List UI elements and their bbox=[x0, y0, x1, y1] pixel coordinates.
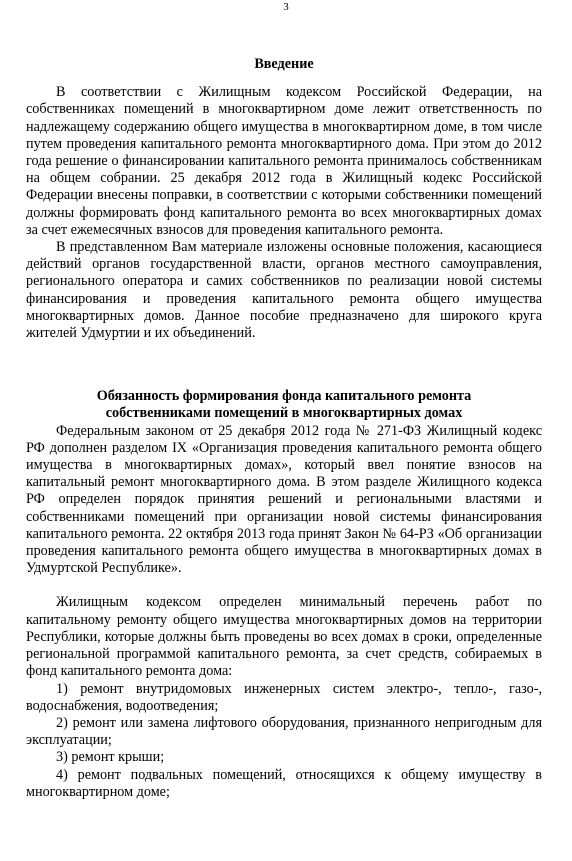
list-item: 3) ремонт крыши; bbox=[56, 749, 165, 766]
section-paragraph-1: Федеральным законом от 25 декабря 2012 года № 271-ФЗ Жилищный кодекс РФ дополнен разделом IX «Организация проведения капитального ремонта общего имущества в многоквартирных домах», который ввел понятие взносов на капитальный ремонт многоквартирного дома. В этом разделе Жилищного кодекса РФ определен порядок принятия решений и региональными властями и собственниками помещений при организации новой системы финансирования капитального ремонта. 22 октября 2013 года принят Закон № 64-РЗ «Об организации проведения капитального ремонта общего имущества в многоквартирных домах в Удмуртской Республике». bbox=[26, 422, 542, 577]
list-item: 2) ремонт или замена лифтового оборудования, признанного непригодным для эксплуатации; bbox=[26, 714, 542, 749]
intro-heading: Введение bbox=[254, 56, 314, 72]
section-paragraph-2: Жилищным кодексом определен минимальный перечень работ по капитальному ремонту общего имущества многоквартирных домов на территории Республики, которые должны быть проведены во всех домах в сроки, определенные региональной программой капитального ремонта, за счет средств, собираемых в фонд капитального ремонта дома: bbox=[26, 594, 542, 680]
page-number: 3 bbox=[283, 1, 289, 13]
intro-paragraph-2: В представленном Вам материале изложены основные положения, касающиеся действий органов государственной власти, органов местного самоуправления, регионального оператора и самих собственников по реализации новой системы финансирования и проведения капитального ремонта общего имущества многоквартирных домов. Данное пособие предназначено для широкого круга жителей Удмуртии и их объединений. bbox=[26, 239, 542, 342]
intro-paragraph-1: В соответствии с Жилищным кодексом Российской Федерации, на собственниках помещений в многоквартирном доме лежит ответственность по надлежащему содержанию общего имущества в многоквартирном доме, в том числе путем проведения капитального ремонта многоквартирного дома. При этом до 2012 года решение о финансировании капитального ремонта принималось собственникам на общем собрании. 25 декабря 2012 года в Жилищный кодекс Российской Федерации внесены поправки, в соответствии с которыми собственники помещений должны формировать фонд капитального ремонта во всех многоквартирных домах за счет ежемесячных взносов для проведения капитального ремонта. bbox=[26, 84, 542, 238]
section-heading-line-2: собственниками помещений в многоквартирных домах bbox=[105, 405, 463, 422]
page-content bbox=[26, 56, 542, 801]
list-item: 1) ремонт внутридомовых инженерных систем электро-, тепло-, газо-, водоснабжения, водоотведения; bbox=[26, 680, 542, 714]
list-item: 4) ремонт подвальных помещений, относящихся к общему имуществу в многоквартирном доме; bbox=[26, 766, 542, 800]
section-heading-line-1: Обязанность формирования фонда капитального ремонта bbox=[96, 388, 472, 405]
section-heading bbox=[26, 388, 542, 422]
